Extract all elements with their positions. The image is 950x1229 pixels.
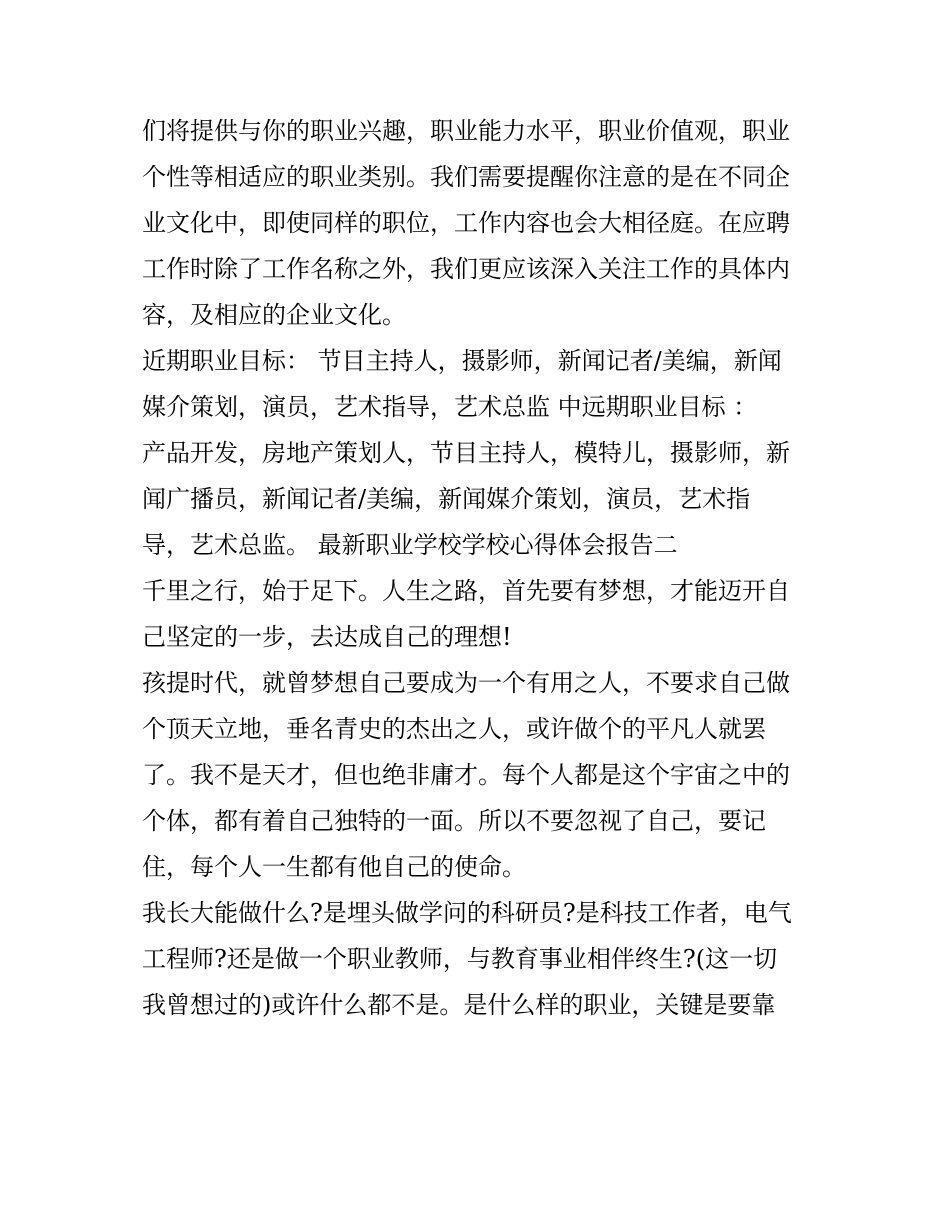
text-line: 工程师?还是做一个职业教师，与教育事业相伴终生?(这一切: [142, 945, 778, 973]
text-line: 产品开发，房地产策划人，节目主持人，模特儿，摄影师，新: [142, 439, 790, 467]
text-line: 个性等相适应的职业类别。我们需要提醒你注意的是在不同企: [142, 163, 790, 191]
text-line: 我曾想过的)或许什么都不是。是什么样的职业，关键是要靠: [142, 991, 776, 1019]
text-line: 业文化中，即使同样的职位，工作内容也会大相径庭。在应聘: [142, 209, 790, 237]
text-line: 孩提时代，就曾梦想自己要成为一个有用之人，不要求自己做: [142, 669, 790, 697]
body-text: [142, 108, 832, 1028]
text-line: 了。我不是天才，但也绝非庸才。每个人都是这个宇宙之中的: [142, 761, 790, 789]
text-line: 个顶天立地，垂名青史的杰出之人，或许做个的平凡人就罢: [142, 715, 766, 743]
text-line: 我长大能做什么?是埋头做学问的科研员?是科技工作者，电气: [142, 899, 792, 927]
text-line: 己坚定的一步，去达成自己的理想!: [142, 623, 512, 651]
text-line: 媒介策划，演员，艺术指导，艺术总监 中远期职业目标 ：: [142, 393, 758, 421]
text-line: 工作时除了工作名称之外，我们更应该深入关注工作的具体内: [142, 255, 790, 283]
text-line: 容，及相应的企业文化。: [142, 301, 406, 329]
text-line: 闻广播员，新闻记者/美编，新闻媒介策划，演员，艺术指: [142, 485, 751, 513]
text-line: 导，艺术总监。 最新职业学校学校心得体会报告二: [142, 531, 678, 559]
text-line: 近期职业目标： 节目主持人，摄影师，新闻记者/美编，新闻: [142, 347, 782, 375]
text-line: 个体，都有着自己独特的一面。所以不要忽视了自己，要记: [142, 807, 766, 835]
text-line: 们将提供与你的职业兴趣，职业能力水平，职业价值观，职业: [142, 117, 790, 145]
text-line: 住，每个人一生都有他自己的使命。: [142, 853, 526, 881]
text-line: 千里之行，始于足下。人生之路，首先要有梦想，才能迈开自: [142, 577, 790, 605]
